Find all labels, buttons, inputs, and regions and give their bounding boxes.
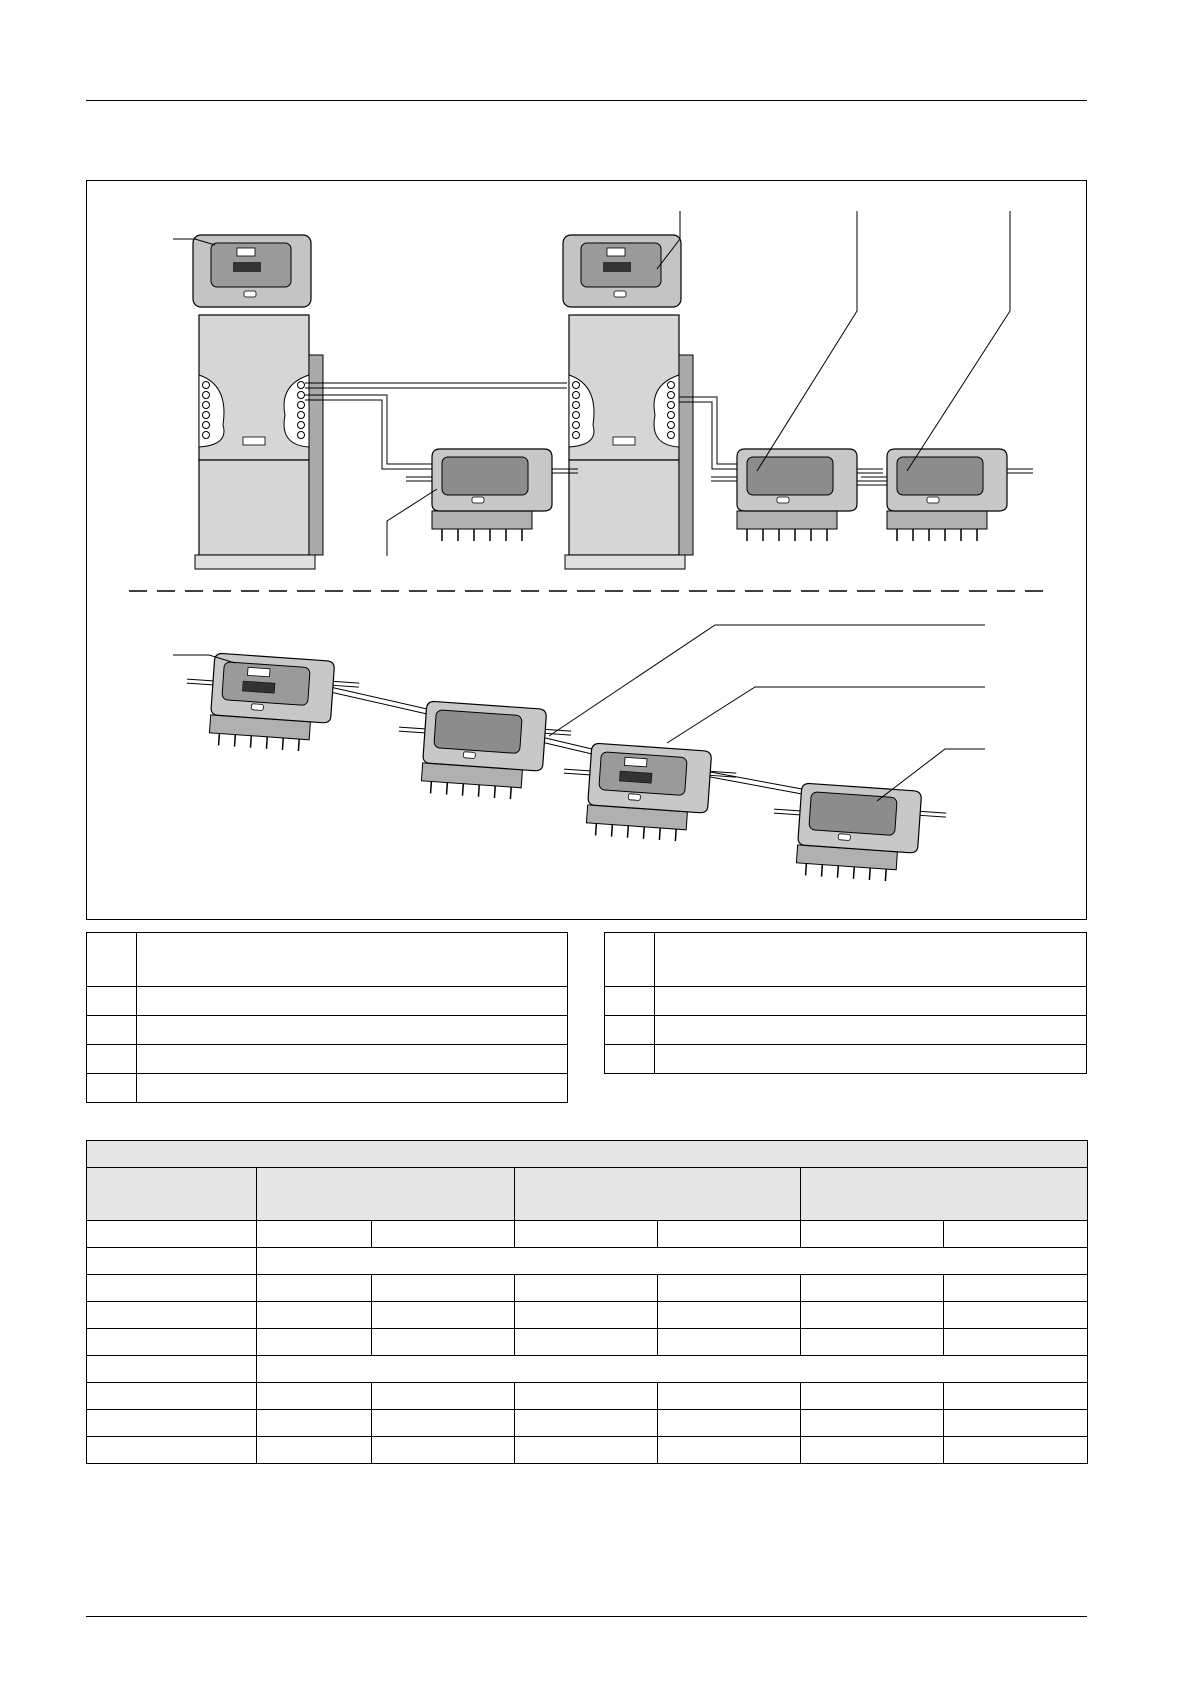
table-header-cell (801, 1168, 1088, 1221)
legend-cell (137, 1074, 568, 1103)
connecting-cable-bottom (317, 684, 802, 794)
legend-cell (87, 987, 137, 1016)
legend-table-right (604, 932, 1087, 1074)
specification-table (86, 1140, 1088, 1464)
legend-cell (655, 933, 1087, 987)
legend-cell (605, 1016, 655, 1045)
table-row (87, 1383, 1088, 1410)
table-header-cell (515, 1168, 801, 1221)
extension-module-4 (395, 699, 573, 803)
legend-cell (605, 987, 655, 1016)
extension-module-2 (711, 449, 883, 541)
table-title-cell (87, 1141, 1088, 1168)
legend-cell (137, 933, 568, 987)
legend-cell (87, 1016, 137, 1045)
table-row (87, 1275, 1088, 1302)
extension-module-3 (861, 449, 1033, 541)
system-configuration-figure (86, 180, 1087, 920)
control-module-2 (560, 741, 738, 845)
footer-rule (86, 1616, 1087, 1617)
table-row (87, 1221, 1088, 1248)
table-row (87, 1356, 1088, 1383)
control-unit-tower-1 (193, 235, 323, 569)
extension-module-5 (770, 781, 948, 885)
control-module-1 (183, 651, 361, 755)
legend-table-left (86, 932, 568, 1103)
legend-cell (605, 933, 655, 987)
legend-cell (87, 933, 137, 987)
legend-cell (655, 987, 1087, 1016)
table-row (87, 1329, 1088, 1356)
table-header-cell (87, 1168, 257, 1221)
legend-cell (87, 1074, 137, 1103)
table-row (87, 1302, 1088, 1329)
header-rule (86, 100, 1087, 101)
legend-cell (137, 987, 568, 1016)
legend-cell (137, 1016, 568, 1045)
legend-cell (655, 1016, 1087, 1045)
control-unit-tower-2 (563, 235, 693, 569)
legend-cell (87, 1045, 137, 1074)
legend-cell (137, 1045, 568, 1074)
legend-cell (655, 1045, 1087, 1074)
table-row (87, 1248, 1088, 1275)
table-row (87, 1410, 1088, 1437)
extension-module-1 (406, 449, 578, 541)
table-row (87, 1437, 1088, 1464)
table-header-cell (257, 1168, 515, 1221)
legend-cell (605, 1045, 655, 1074)
